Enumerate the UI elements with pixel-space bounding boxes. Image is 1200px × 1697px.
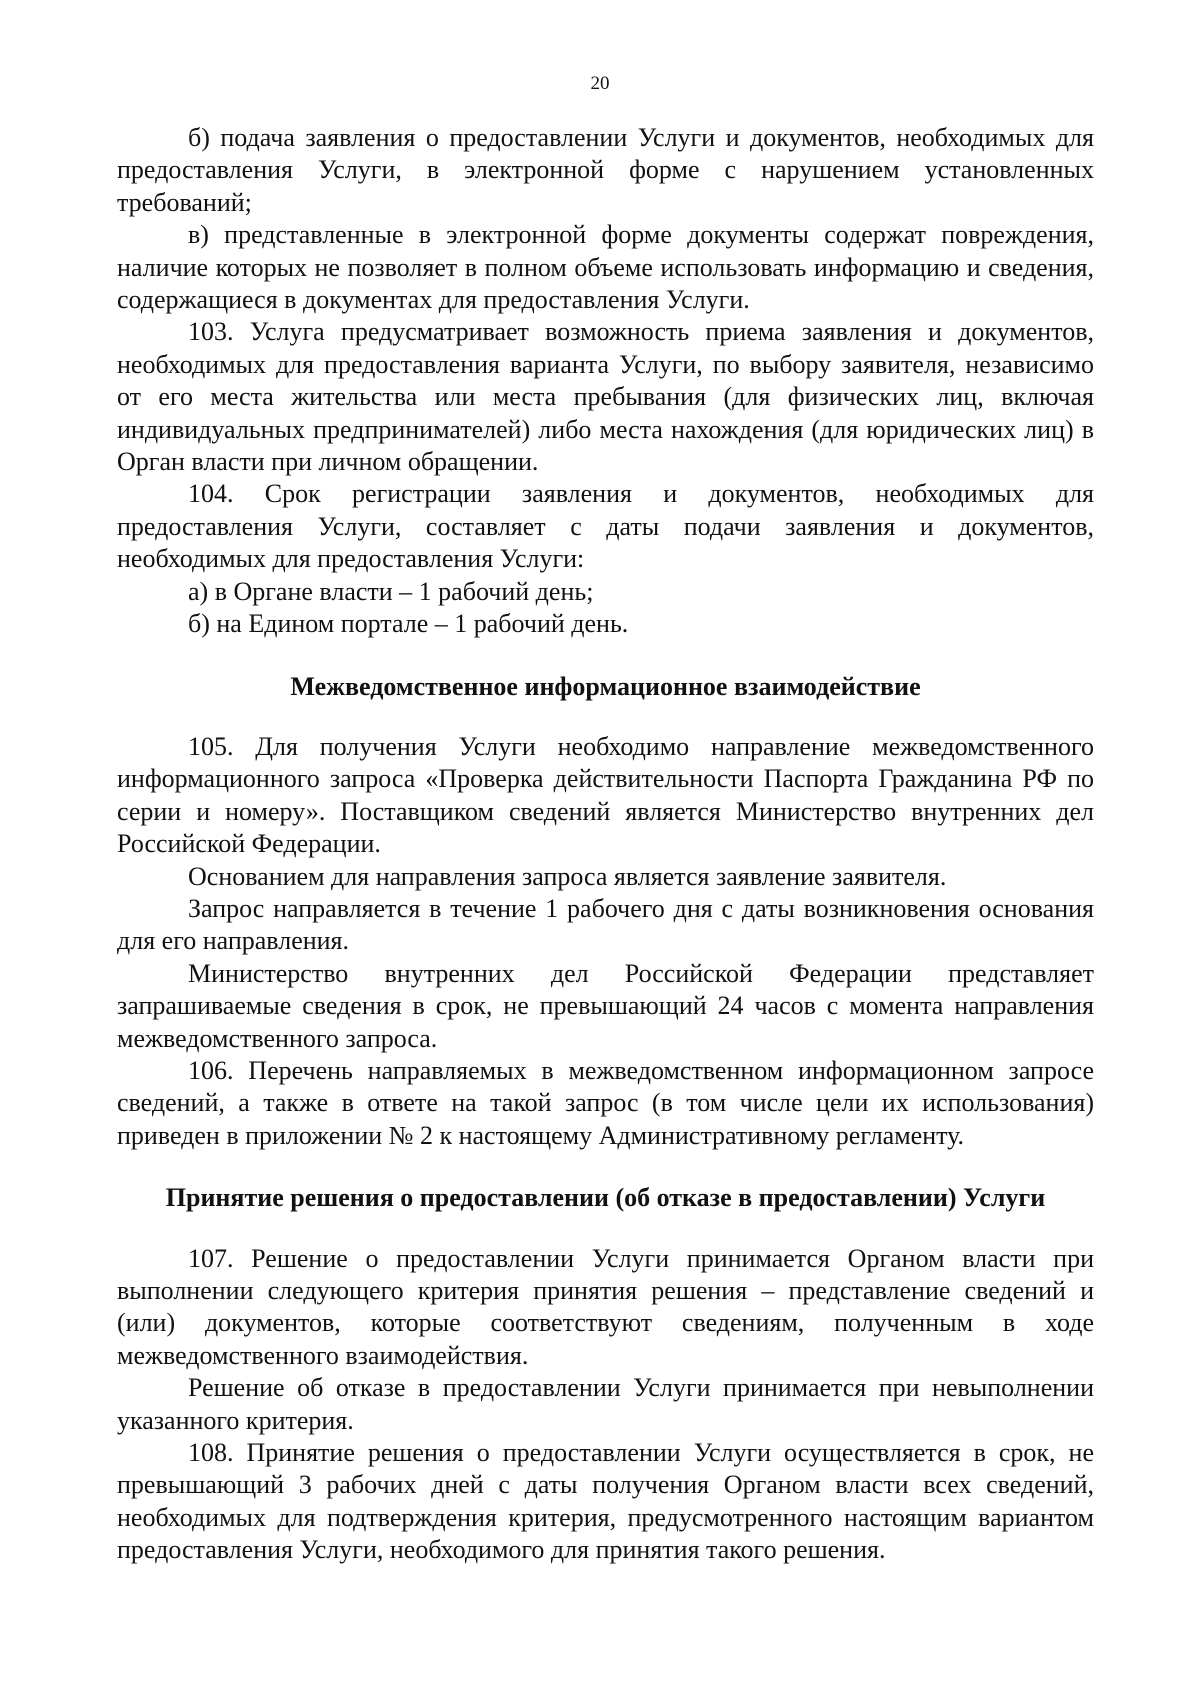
paragraph-104-b: б) на Едином портале – 1 рабочий день. xyxy=(188,609,629,639)
paragraph-request-timing: Запрос направляется в течение 1 рабочего дня с даты возникновения основания для его направления. xyxy=(117,893,1094,956)
paragraph-v-damaged-docs: в) представленные в электронной форме документы содержат повреждения, наличие которых не позволяет в полном объеме использовать информацию и сведения, содержащиеся в документах для предоставления Услуги. xyxy=(117,220,1094,315)
document-body xyxy=(117,122,1094,1567)
paragraph-refusal: Решение об отказе в предоставлении Услуги принимается при невыполнении указанного критерия. xyxy=(117,1373,1094,1435)
paragraph-108: 108. Принятие решения о предоставлении Услуги осуществляется в срок, не превышающий 3 рабочих дней с даты получения Органом власти всех сведений, необходимых для подтверждения критерия, предусмотренного настоящим вариантом предоставления Услуги, необходимого для принятия такого решения. xyxy=(117,1438,1094,1565)
paragraph-103: 103. Услуга предусматривает возможность приема заявления и документов, необходимых для предоставления варианта Услуги, по выбору заявителя, независимо от его места жительства или места пребывания (для физических лиц, включая индивидуальных предпринимателей) либо места нахождения (для юридических лиц) в Орган власти при личном обращении. xyxy=(117,317,1094,477)
paragraph-104: 104. Срок регистрации заявления и документов, необходимых для предоставления Услуги, составляет с даты подачи заявления и документов, необходимых для предоставления Услуги: xyxy=(117,479,1094,574)
paragraph-105: 105. Для получения Услуги необходимо направление межведомственного информационного запроса «Проверка действительности Паспорта Гражданина РФ по серии и номеру». Поставщиком сведений является Министерство внутренних дел Российской Федерации. xyxy=(117,731,1094,859)
paragraph-b-submission: б) подача заявления о предоставлении Услуги и документов, необходимых для предоставления Услуги, в электронной форме с нарушением установленных требований; xyxy=(117,123,1094,217)
paragraph-106: 106. Перечень направляемых в межведомственном информационном запросе сведений, а также в ответе на такой запрос (в том числе цели их использования) приведен в приложении № 2 к настоящему Административному регламенту. xyxy=(117,1055,1094,1150)
paragraph-request-basis: Основанием для направления запроса является заявление заявителя. xyxy=(188,861,947,891)
page-number: 20 xyxy=(590,73,610,94)
paragraph-107: 107. Решение о предоставлении Услуги принимается Органом власти при выполнении следующего критерия принятия решения – представление сведений и (или) документов, которые соответствуют сведениям, полученным в ходе межведомственного взаимодействия. xyxy=(117,1243,1094,1370)
paragraph-104-a: а) в Органе власти – 1 рабочий день; xyxy=(188,576,594,606)
section-heading-interagency: Межведомственное информационное взаимодействие xyxy=(290,671,921,701)
section-heading-decision: Принятие решения о предоставлении (об отказе в предоставлении) Услуги xyxy=(165,1183,1046,1213)
paragraph-mvd-response: Министерство внутренних дел Российской Федерации представляет запрашиваемые сведения в срок, не превышающий 24 часов с момента направления межведомственного запроса. xyxy=(117,958,1094,1053)
